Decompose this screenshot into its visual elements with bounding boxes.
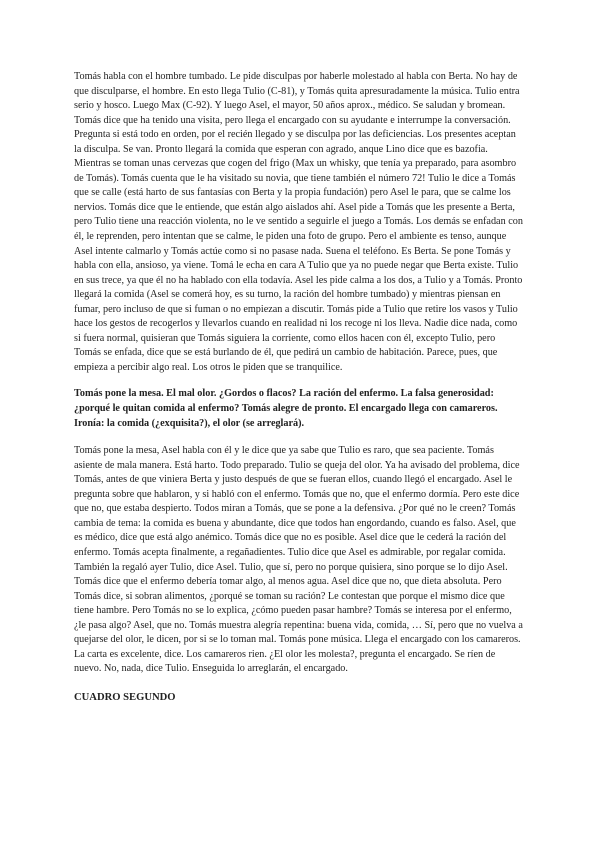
paragraph-scene-summary: Tomás pone la mesa. El mal olor. ¿Gordos o flacos? La ración del enfermo. La falsa generosidad: ¿porqué le quitan comida al enfermo? Tomás alegre de pronto. El encargado llega con camareros. Ironía: la comida (¿exquisita?), el olor (se arreglará). — [74, 388, 498, 429]
paragraph-scene-description: Tomás habla con el hombre tumbado. Le pide disculpas por haberle molestado al habla con Berta. No hay de que disculparse, el hombre. En esto llega Tulio (C-81), y Tomás quita apresuradamente la música. Tulio entra serio y hosco. Luego Max (C-92). Y luego Asel, el mayor, 50 años aprox., médico. Se saludan y bromean. Tomás dice que ha tenido una visita, pero llega el encargado con su ayudante e interrumpe la conversación. Pregunta si está todo en orden, por el recién llegado y se disculpa por las deficiencias. Los presentes aceptan la disculpa. Se van. Pronto llegará la comida que esperan con agrado, anque Lino dice que es bazofia. Mientras se toman unas cervezas que cogen del frigo (Max un whisky, que tenía ya preparado, para asombro de Tomás). Tomás cuenta que le ha visitado su novia, que tiene también el número 72! Tulio le dice a Tomás que se calle (está harto de sus fantasías con Berta y la propia fundación) pero Asel le para, que se calme los nervios. Tomás dice que le entiende, que están algo aislados ahí. Asel pide a Tomás que les presente a Berta, pero Tulio tiene una reacción violenta, no le ve sentido a seguirle el juego a Tomás. Los demás se enfadan con él, le reprenden, pero intentan que se calme, le piden una foto de grupo. Pero el ambiente es tenso, aunque Asel intente calmarlo y Tomás actúe como si no pasase nada. Suena el teléfono. Es Berta. Se pone Tomás y habla con ella, ansioso, ya viene. Tomá le echa en cara A Tulio que ya no puede negar que Berta existe. Tulio en sus trece, ya que él no ha hablado con ella todavía. Asel les pide calma a los dos, a Tulio y a Tomás. Pronto llegará la comida (Asel se comerá hoy, es su turno, la ración del hombre tumbado) y mientras piensan en fumar, pero incluso de que si fuman o no empiezan a discutir. Tomás pide a Tulio que retire los vasos y Tulio hace los gestos de recogerlos y llevarlos cuando en realidad ni los recoge ni los lleva. Nadie dice nada, como si fuera normal, quisieran que Tomás siguiera la corriente, como ellos hacen con él, excepto Tulio, pero Tomás se enfada, dice que se está burlando de él, que pedirá un cambio de habitación. Parece, pues, que empieza a percibir algo real. Los otros le piden que se tranquilice. — [74, 71, 523, 373]
document-page — [74, 70, 524, 705]
paragraph-dinner-scene: Tomás pone la mesa, Asel habla con él y le dice que ya sabe que Tulio es raro, que sea paciente. Tomás asiente de mala manera. Está harto. Todo preparado. Tulio se queja del olor. Ya ha avisado del problema, dice Tomás, antes de que viniera Berta y justo después de que se fueran ellos, cuando llegó el encargado. Asel le pregunta sobre que hablaron, y si habló con el enfermo. Tomás que no, que el enfermo dormía. Pero este dice que no, que estaba despierto. Todos miran a Tomás, que se pone a la defensiva. ¿Por qué no le creen? Tomás cambia de tema: la comida es buena y abundante, dice que todos han engordando, cuando es falso. Asel, que es médico, dice que está algo anémico. Tomás dice que no es posible. Asel dice que le cederá la ración del enfermo. Tomás acepta finalmente, a regañadientes. Tulio dice que Asel es admirable, por regalar comida. También la regaló ayer Tulio, dice Asel. Tulio, que sí, pero no porque quisiera, sino porque se lo dijo Asel. Tomás dice que el enfermo debería tomar algo, al menos agua. Asel dice que no, que dieta absoluta. Pero Tomás dice, si sobran alimentos, ¿porqué se toman su ración? Le contestan que porque el mismo dice que tiene hambre. Pero Tomás no se lo explica, ¿cómo pueden pasar hambre? Tomás se interesa por el enfermo, ¿le pasa algo? Asel, que no. Tomás muestra alegría repentina: buena vida, comida, … Sí, pero que no vuelva a quejarse del olor, le dicen, por si se lo toman mal. Tomás pone música. Llega el encargado con los camareros. La carta es excelente, dice. Los camareros rien. ¿El olor les molesta?, pregunta el encargado. Se ríen de nuevo. No, nada, dice Tulio. Enseguida lo arreglarán, el encargado. — [74, 445, 523, 675]
section-heading: CUADRO SEGUNDO — [74, 691, 176, 703]
